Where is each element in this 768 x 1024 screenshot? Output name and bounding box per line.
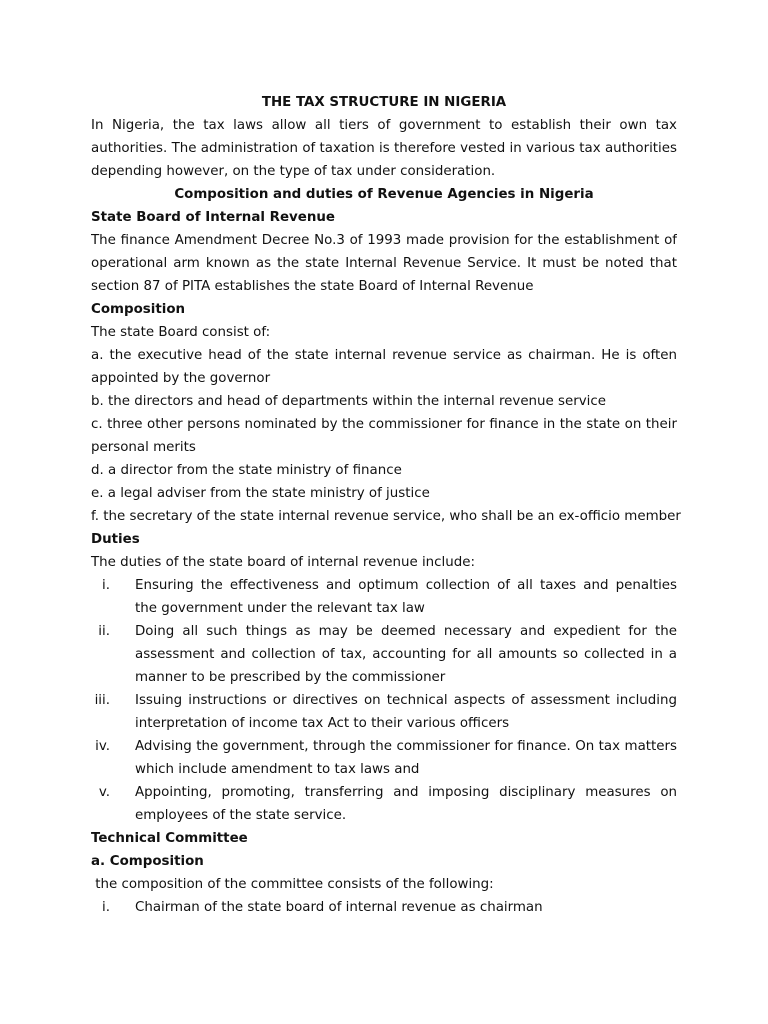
- committee-number: i.: [102, 900, 110, 915]
- composition-item-b: b. the directors and head of departments within the internal revenue service: [91, 394, 606, 409]
- composition-item-c-line-2: personal merits: [91, 440, 196, 455]
- duties-lead: The duties of the state board of internal revenue include:: [91, 555, 475, 570]
- composition-heading: Composition: [91, 302, 186, 317]
- duty-item-5-line-1: Appointing, promoting, transferring and imposing disciplinary measures on: [135, 785, 677, 800]
- duty-number: ii.: [98, 624, 110, 639]
- composition-item-e: e. a legal adviser from the state ministry of justice: [91, 486, 430, 501]
- composition-item-c-line-1: c. three other persons nominated by the commissioner for finance in the state on their: [91, 417, 677, 432]
- committee-item-1: Chairman of the state board of internal revenue as chairman: [135, 900, 543, 915]
- duty-item-2-line-1: Doing all such things as may be deemed necessary and expedient for the: [135, 624, 677, 639]
- intro-line-2: authorities. The administration of taxation is therefore vested in various tax authorities: [91, 141, 677, 156]
- duty-item-4-line-1: Advising the government, through the commissioner for finance. On tax matters: [135, 739, 677, 754]
- duty-item-3-line-2: interpretation of income tax Act to their various officers: [135, 716, 510, 731]
- duty-number: v.: [98, 785, 110, 800]
- duty-item-1-line-2: the government under the relevant tax law: [135, 601, 425, 616]
- document-title: THE TAX STRUCTURE IN NIGERIA: [261, 95, 507, 110]
- composition-item-a-line-1: a. the executive head of the state internal revenue service as chairman. He is often: [91, 348, 677, 363]
- section-heading: Composition and duties of Revenue Agencies in Nigeria: [174, 187, 594, 202]
- duty-item-3-line-1: Issuing instructions or directives on technical aspects of assessment including: [135, 693, 677, 708]
- duty-item-4-line-2: which include amendment to tax laws and: [135, 762, 420, 777]
- technical-committee-lead: the composition of the committee consists of the following:: [91, 877, 494, 892]
- duty-number: iv.: [95, 739, 110, 754]
- technical-committee-heading: Technical Committee: [91, 831, 248, 846]
- intro-line-3: depending however, on the type of tax under consideration.: [91, 164, 496, 179]
- state-board-para-line-3: section 87 of PITA establishes the state Board of Internal Revenue: [91, 279, 534, 294]
- technical-committee-subheading: a. Composition: [91, 854, 204, 869]
- state-board-para-line-1: The finance Amendment Decree No.3 of 1993 made provision for the establishment of: [91, 233, 677, 248]
- composition-item-a-line-2: appointed by the governor: [91, 371, 271, 386]
- composition-item-d: d. a director from the state ministry of finance: [91, 463, 402, 478]
- duty-item-5-line-2: employees of the state service.: [135, 808, 347, 823]
- duty-item-2-line-3: manner to be prescribed by the commissioner: [135, 670, 446, 685]
- state-board-heading: State Board of Internal Revenue: [91, 210, 335, 225]
- duty-number: i.: [102, 578, 110, 593]
- duty-item-2-line-2: assessment and collection of tax, accounting for all amounts so collected in a: [135, 647, 677, 662]
- composition-item-f: f. the secretary of the state internal revenue service, who shall be an ex-officio member: [91, 509, 681, 524]
- intro-line-1: In Nigeria, the tax laws allow all tiers of government to establish their own tax: [91, 118, 677, 133]
- state-board-para-line-2: operational arm known as the state Internal Revenue Service. It must be noted that: [91, 256, 677, 271]
- duty-item-1-line-1: Ensuring the effectiveness and optimum collection of all taxes and penalties: [135, 578, 677, 593]
- duty-number: iii.: [94, 693, 110, 708]
- composition-lead: The state Board consist of:: [91, 325, 271, 340]
- duties-heading: Duties: [91, 532, 140, 547]
